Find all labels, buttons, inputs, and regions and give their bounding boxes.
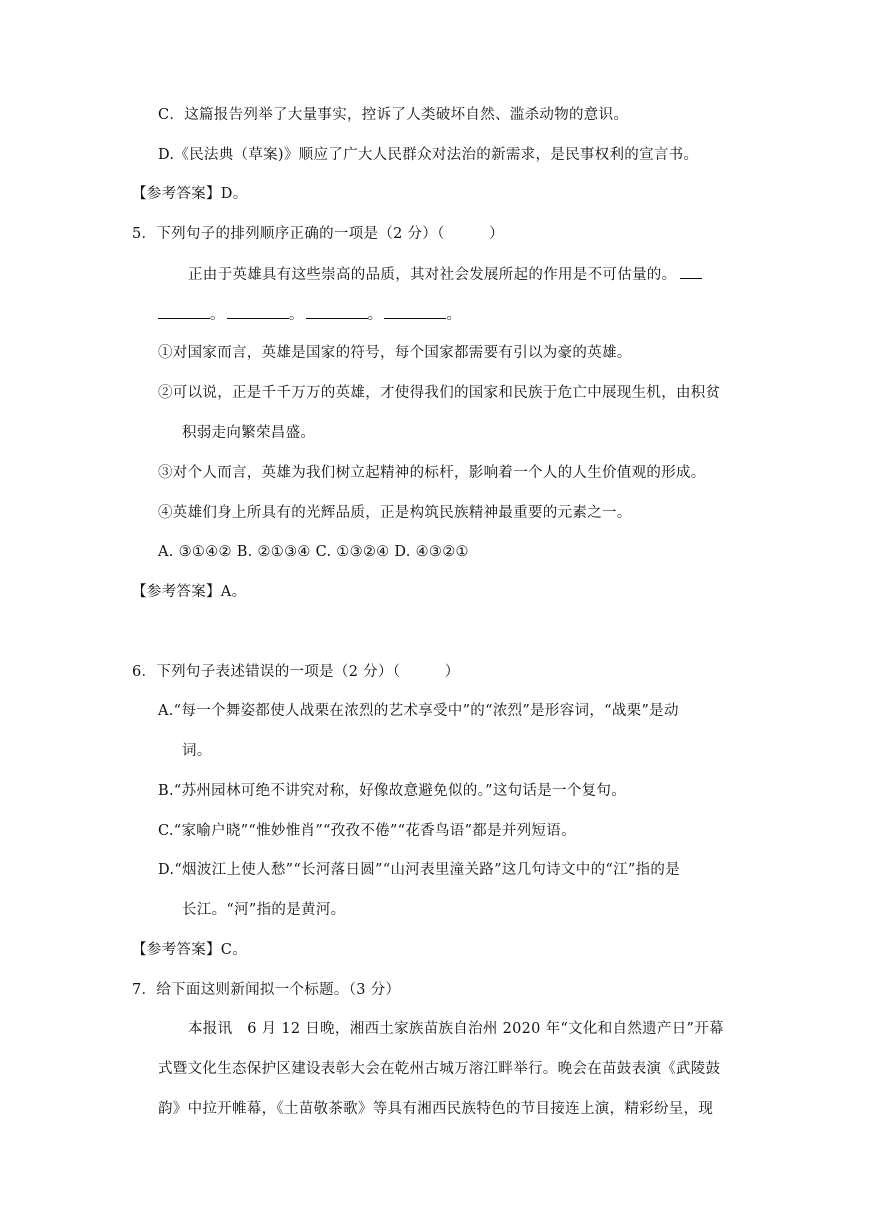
q5-blank-sep: 。 — [367, 307, 383, 323]
q6-option-d: D.“烟波江上使人愁”“长河落日圆”“山河表里潼关路”这几句诗文中的“江”指的是 — [158, 862, 681, 878]
q6-option-a-cont: 词。 — [182, 743, 212, 759]
q5-blanks-row — [158, 304, 461, 325]
q5-answer: 【参考答案】A。 — [132, 584, 247, 600]
q5-context — [188, 264, 702, 285]
q5-sentence-2: ②可以说，正是千千万万的英雄，才使得我们的国家和民族于危亡中展现生机，由积贫 — [158, 385, 721, 401]
q5-sentence-1: ①对国家而言，英雄是国家的符号，每个国家都需要有引以为豪的英雄。 — [158, 345, 632, 361]
q5-sentence-3: ③对个人而言，英雄为我们树立起精神的标杆，影响着一个人的人生价值观的形成。 — [158, 465, 706, 481]
q5-blank-sep: 。 — [288, 307, 304, 323]
q5-blank-1 — [158, 304, 210, 319]
q6-stem: 6．下列句子表述错误的一项是（2 分）（ ） — [132, 664, 460, 680]
q6-answer: 【参考答案】C。 — [132, 942, 247, 958]
q6-option-d-cont: 长江。“河”指的是黄河。 — [182, 902, 346, 918]
q7-news-line-1: 本报讯 6 月 12 日晚，湘西土家族苗族自治州 2020 年“文化和自然遗产日”开幕 — [188, 1021, 724, 1037]
q4-option-c: C．这篇报告列举了大量事实，控诉了人类破坏自然、滥杀动物的意识。 — [158, 107, 629, 123]
q6-option-a: A.“每一个舞姿都使人战栗在浓烈的艺术享受中”的“浓烈”是形容词，“战栗”是动 — [158, 703, 679, 719]
q5-sentence-2-cont: 积弱走向繁荣昌盛。 — [182, 425, 316, 441]
q6-option-c: C.“家喻户晓”“惟妙惟肖”“孜孜不倦”“花香鸟语”都是并列短语。 — [158, 823, 576, 839]
q7-stem: 7．给下面这则新闻拟一个标题。（3 分） — [132, 982, 401, 998]
q5-blank-line — [680, 264, 702, 279]
q6-option-b: B.“苏州园林可绝不讲究对称，好像故意避免似的。”这句话是一个复句。 — [158, 783, 627, 799]
q5-context-text: 正由于英雄具有这些崇高的品质，其对社会发展所起的作用是不可估量的。 — [188, 267, 677, 283]
q7-news-line-2: 式暨文化生态保护区建设表彰大会在乾州古城万溶江畔举行。晚会在苗鼓表演《武陵鼓 — [158, 1061, 721, 1077]
q5-blank-sep: 。 — [446, 307, 462, 323]
q5-blank-sep: 。 — [210, 307, 225, 323]
q5-sentence-4: ④英雄们身上所具有的光辉品质，正是构筑民族精神最重要的元素之一。 — [158, 505, 632, 521]
q7-news-line-3: 韵》中拉开帷幕，《土苗敬茶歌》等具有湘西民族特色的节目接连上演，精彩纷呈，现 — [158, 1101, 714, 1117]
q4-option-d: D.《民法典（草案)》顺应了广大人民群众对法治的新需求，是民事权利的宣言书。 — [158, 147, 699, 163]
q5-blank-2 — [227, 304, 289, 319]
q5-options: A. ③①④② B. ②①③④ C. ①③②④ D. ④③②① — [158, 544, 469, 560]
q5-stem: 5．下列句子的排列顺序正确的一项是（2 分）（ ） — [132, 226, 504, 242]
q5-blank-3 — [306, 304, 368, 319]
q4-answer: 【参考答案】D。 — [132, 186, 248, 202]
q5-blank-4 — [384, 304, 446, 319]
